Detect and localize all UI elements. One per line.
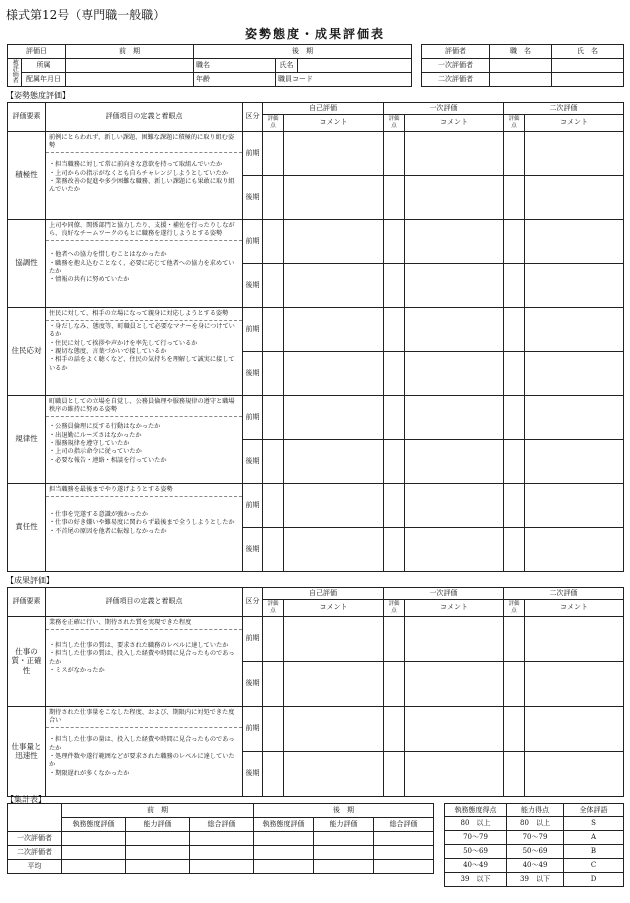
grade-ability-range: 40〜49 — [507, 859, 564, 873]
comment-header: コメント — [405, 599, 504, 616]
summary-cell[interactable] — [314, 846, 374, 860]
second-comment-kouki[interactable] — [525, 751, 624, 796]
zenki-label: 前期 — [243, 307, 263, 351]
zenki-label: 前期 — [243, 219, 263, 263]
summary-first-half: 前 期 — [62, 804, 254, 818]
grade-rating: B — [564, 845, 624, 859]
first-score-zenki[interactable] — [384, 307, 405, 351]
result-item-name: 仕事量と迅速性 — [8, 706, 46, 796]
evaluatee-label: 被評価者 — [11, 59, 19, 84]
self-score-zenki[interactable] — [263, 307, 284, 351]
form-number: 様式第12号（専門職一般職） — [6, 8, 166, 22]
second-score-kouki[interactable] — [504, 439, 525, 483]
self-score-kouki[interactable] — [263, 661, 284, 706]
staff-code-label: 職員コード — [276, 73, 412, 87]
self-score-zenki[interactable] — [263, 483, 284, 527]
self-comment-kouki[interactable] — [284, 175, 384, 219]
summary-table — [7, 803, 434, 874]
second-evaluator-name[interactable] — [552, 73, 624, 87]
first-score-zenki[interactable] — [384, 219, 405, 263]
first-comment-kouki[interactable] — [405, 175, 504, 219]
score-header: 評価点 — [384, 114, 405, 131]
score-header: 評価点 — [504, 114, 525, 131]
second-comment-zenki[interactable] — [525, 395, 624, 439]
comment-header: コメント — [525, 599, 624, 616]
first-comment-zenki[interactable] — [405, 706, 504, 751]
attitude-grid — [7, 102, 624, 572]
first-evaluator-position[interactable] — [490, 59, 552, 73]
kubun-header: 区分 — [243, 103, 263, 132]
first-score-kouki[interactable] — [384, 527, 405, 571]
first-score-kouki[interactable] — [384, 351, 405, 395]
grade-attitude-range: 39 以下 — [445, 873, 507, 887]
name-field[interactable] — [298, 59, 412, 73]
summary-col-total: 総合評価 — [374, 818, 434, 832]
summary-cell[interactable] — [190, 860, 254, 874]
summary-cell[interactable] — [126, 832, 190, 846]
definition-header: 評価項目の定義と着眼点 — [46, 588, 243, 617]
zenki-label: 前期 — [243, 616, 263, 661]
first-score-kouki[interactable] — [384, 439, 405, 483]
grade-attitude-range: 80 以上 — [445, 817, 507, 831]
score-header: 評価点 — [504, 599, 525, 616]
second-evaluator-label: 二次評価者 — [422, 73, 490, 87]
attitude-item-definition: 住民に対して、相手の立場になって親身に対応しようとする姿勢 — [46, 308, 242, 321]
grade-table — [444, 803, 624, 887]
self-score-kouki[interactable] — [263, 175, 284, 219]
self-comment-zenki[interactable] — [284, 307, 384, 351]
first-score-zenki[interactable] — [384, 706, 405, 751]
attitude-item-name: 住民応対 — [8, 307, 46, 395]
first-comment-kouki[interactable] — [405, 263, 504, 307]
attitude-item-points: ・他者への協力を惜しむことはなかったか ・職務を抱え込むことなく、必要に応じて他者への協力を求めていたか ・情報の共有に努めていたか — [49, 251, 235, 284]
second-eval-header: 二次評価 — [504, 588, 624, 600]
first-comment-kouki[interactable] — [405, 439, 504, 483]
self-comment-kouki[interactable] — [284, 661, 384, 706]
second-comment-zenki[interactable] — [525, 307, 624, 351]
self-score-kouki[interactable] — [263, 527, 284, 571]
first-half-label: 前 期 — [66, 45, 194, 59]
eval-date-label: 評価日 — [8, 45, 66, 59]
grade-header-attitude: 執務態度得点 — [445, 804, 507, 817]
zenki-label: 前期 — [243, 483, 263, 527]
self-comment-kouki[interactable] — [284, 263, 384, 307]
second-half-label: 後 期 — [194, 45, 412, 59]
position-label: 職名 — [194, 59, 276, 73]
kouki-label: 後期 — [243, 527, 263, 571]
summary-cell[interactable] — [62, 832, 126, 846]
self-eval-header: 自己評価 — [263, 588, 384, 600]
summary-corner — [8, 804, 62, 832]
first-score-zenki[interactable] — [384, 395, 405, 439]
summary-col-ability: 能力評価 — [314, 818, 374, 832]
summary-section-label: 【集計表】 — [6, 795, 46, 804]
second-score-zenki[interactable] — [504, 706, 525, 751]
first-eval-header: 一次評価 — [384, 588, 504, 600]
first-comment-kouki[interactable] — [405, 527, 504, 571]
self-comment-kouki[interactable] — [284, 751, 384, 796]
summary-cell[interactable] — [62, 860, 126, 874]
evaluatee-table — [7, 44, 412, 87]
element-header: 評価要素 — [8, 588, 46, 617]
summary-row-label: 二次評価者 — [8, 846, 62, 860]
self-score-zenki[interactable] — [263, 219, 284, 263]
second-score-zenki[interactable] — [504, 219, 525, 263]
grade-header-rating: 全体評語 — [564, 804, 624, 817]
grade-rating: S — [564, 817, 624, 831]
grade-ability-range: 39 以下 — [507, 873, 564, 887]
self-score-zenki[interactable] — [263, 616, 284, 661]
self-eval-header: 自己評価 — [263, 103, 384, 115]
first-score-kouki[interactable] — [384, 263, 405, 307]
second-evaluator-position[interactable] — [490, 73, 552, 87]
second-score-kouki[interactable] — [504, 527, 525, 571]
first-comment-zenki[interactable] — [405, 131, 504, 175]
summary-second-half: 後 期 — [254, 804, 434, 818]
summary-cell[interactable] — [314, 860, 374, 874]
self-score-kouki[interactable] — [263, 263, 284, 307]
second-comment-zenki[interactable] — [525, 616, 624, 661]
zenki-label: 前期 — [243, 706, 263, 751]
first-comment-kouki[interactable] — [405, 751, 504, 796]
grade-header-ability: 能力得点 — [507, 804, 564, 817]
grade-rating: D — [564, 873, 624, 887]
second-score-kouki[interactable] — [504, 751, 525, 796]
result-item-points: ・担当した仕事の質は、要求された職務のレベルに達していたか ・担当した仕事の質は、投入した経費や時間に見合ったものであったか ・ミスがなかったか — [49, 641, 235, 674]
second-comment-zenki[interactable] — [525, 706, 624, 751]
kouki-label: 後期 — [243, 175, 263, 219]
self-score-kouki[interactable] — [263, 351, 284, 395]
first-score-zenki[interactable] — [384, 616, 405, 661]
grade-ability-range: 70〜79 — [507, 831, 564, 845]
attitude-item-definition: 町職員としての立場を自覚し、公務員倫理や服務規律の遵守と職場秩序の維持に努める姿勢 — [46, 396, 242, 418]
second-score-zenki[interactable] — [504, 483, 525, 527]
result-section-label: 【成果評価】 — [6, 576, 54, 585]
second-score-kouki[interactable] — [504, 175, 525, 219]
self-comment-kouki[interactable] — [284, 351, 384, 395]
attitude-item-name: 責任性 — [8, 483, 46, 571]
second-score-kouki[interactable] — [504, 263, 525, 307]
grade-attitude-range: 70〜79 — [445, 831, 507, 845]
summary-cell[interactable] — [254, 846, 314, 860]
summary-cell[interactable] — [190, 846, 254, 860]
first-comment-kouki[interactable] — [405, 661, 504, 706]
name-label: 氏名 — [276, 59, 298, 73]
result-item-definition: 業務を正確に行い、期待された質を実現できた程度 — [46, 617, 242, 630]
first-comment-zenki[interactable] — [405, 616, 504, 661]
assign-date-label: 配属年月日 — [22, 73, 66, 87]
attitude-section-label: 【姿勢態度評価】 — [6, 91, 70, 100]
comment-header: コメント — [405, 114, 504, 131]
first-score-kouki[interactable] — [384, 661, 405, 706]
first-score-kouki[interactable] — [384, 751, 405, 796]
second-score-kouki[interactable] — [504, 351, 525, 395]
second-comment-kouki[interactable] — [525, 439, 624, 483]
age-label: 年齢 — [194, 73, 276, 87]
evaluator-name-header: 氏 名 — [552, 45, 624, 59]
second-comment-kouki[interactable] — [525, 661, 624, 706]
score-header: 評価点 — [384, 599, 405, 616]
self-score-kouki[interactable] — [263, 751, 284, 796]
score-header: 評価点 — [263, 599, 284, 616]
element-header: 評価要素 — [8, 103, 46, 132]
comment-header: コメント — [284, 599, 384, 616]
kouki-label: 後期 — [243, 351, 263, 395]
grade-ability-range: 50〜69 — [507, 845, 564, 859]
page-title: 姿勢態度・成果評価表 — [244, 27, 385, 41]
result-item-points: ・担当した仕事の量は、投入した経費や時間に見合ったものであったか ・処理件数や遂行範囲などが要求された職務のレベルに達していたか ・期限遅れが多くなかったか — [49, 736, 235, 777]
first-comment-zenki[interactable] — [405, 395, 504, 439]
score-header: 評価点 — [263, 114, 284, 131]
self-comment-zenki[interactable] — [284, 219, 384, 263]
first-evaluator-name[interactable] — [552, 59, 624, 73]
kouki-label: 後期 — [243, 661, 263, 706]
grade-attitude-range: 40〜49 — [445, 859, 507, 873]
self-comment-kouki[interactable] — [284, 439, 384, 483]
comment-header: コメント — [525, 114, 624, 131]
attitude-item-name: 協調性 — [8, 219, 46, 307]
self-score-zenki[interactable] — [263, 131, 284, 175]
second-score-zenki[interactable] — [504, 395, 525, 439]
assign-date-field[interactable] — [66, 73, 194, 87]
first-comment-zenki[interactable] — [405, 483, 504, 527]
summary-cell[interactable] — [374, 846, 434, 860]
affiliation-label: 所属 — [22, 59, 66, 73]
summary-cell[interactable] — [314, 832, 374, 846]
attitude-item-definition: 上司や同僚、関係部門と協力したり、支援・補佐を行ったりしながら、良好なチームワークのもとに職務を遂行しようとする姿勢 — [46, 220, 242, 242]
first-score-zenki[interactable] — [384, 131, 405, 175]
first-score-kouki[interactable] — [384, 175, 405, 219]
summary-col-total: 総合評価 — [190, 818, 254, 832]
kubun-header: 区分 — [243, 588, 263, 617]
summary-cell[interactable] — [254, 832, 314, 846]
attitude-item-points: ・公務員倫理に反する行動はなかったか ・出退勤にルーズさはなかったか ・服務規律を遵守していたか ・上司の指示命令に従っていたか ・必要な報告・連絡・相談を行っていたか — [49, 423, 167, 464]
second-eval-header: 二次評価 — [504, 103, 624, 115]
self-comment-zenki[interactable] — [284, 395, 384, 439]
second-score-kouki[interactable] — [504, 661, 525, 706]
self-score-zenki[interactable] — [263, 395, 284, 439]
second-comment-kouki[interactable] — [525, 527, 624, 571]
first-comment-zenki[interactable] — [405, 219, 504, 263]
summary-cell[interactable] — [374, 832, 434, 846]
self-comment-kouki[interactable] — [284, 527, 384, 571]
second-comment-zenki[interactable] — [525, 131, 624, 175]
summary-row-label: 平均 — [8, 860, 62, 874]
second-comment-kouki[interactable] — [525, 263, 624, 307]
summary-cell[interactable] — [254, 860, 314, 874]
definition-header: 評価項目の定義と着眼点 — [46, 103, 243, 132]
second-score-zenki[interactable] — [504, 131, 525, 175]
first-eval-header: 一次評価 — [384, 103, 504, 115]
self-comment-zenki[interactable] — [284, 706, 384, 751]
self-comment-zenki[interactable] — [284, 616, 384, 661]
attitude-item-name: 積極性 — [8, 131, 46, 219]
comment-header: コメント — [284, 114, 384, 131]
summary-col-attitude: 執務態度評価 — [254, 818, 314, 832]
second-comment-zenki[interactable] — [525, 219, 624, 263]
summary-cell[interactable] — [374, 860, 434, 874]
first-comment-kouki[interactable] — [405, 351, 504, 395]
attitude-item-definition: 担当職務を最後までやり遂げようとする姿勢 — [46, 484, 242, 497]
zenki-label: 前期 — [243, 395, 263, 439]
first-score-zenki[interactable] — [384, 483, 405, 527]
second-comment-kouki[interactable] — [525, 175, 624, 219]
result-grid — [7, 587, 624, 797]
summary-cell[interactable] — [126, 846, 190, 860]
attitude-item-name: 規律性 — [8, 395, 46, 483]
affiliation-field[interactable] — [66, 59, 194, 73]
kouki-label: 後期 — [243, 751, 263, 796]
first-evaluator-label: 一次評価者 — [422, 59, 490, 73]
result-item-name: 仕事の質・正確性 — [8, 616, 46, 706]
summary-cell[interactable] — [126, 860, 190, 874]
second-comment-kouki[interactable] — [525, 351, 624, 395]
kouki-label: 後期 — [243, 263, 263, 307]
result-item-definition: 期待された仕事量をこなした程度、および、期限内に対処できた度合い — [46, 707, 242, 729]
evaluator-position-header: 職 名 — [490, 45, 552, 59]
summary-cell[interactable] — [190, 832, 254, 846]
summary-col-attitude: 執務態度評価 — [62, 818, 126, 832]
self-score-kouki[interactable] — [263, 439, 284, 483]
attitude-item-definition: 前例にとらわれず、新しい課題、困難な課題に積極的に取り組む姿勢 — [46, 132, 242, 154]
summary-cell[interactable] — [62, 846, 126, 860]
attitude-item-points: ・担当職務に対して常に前向きな意欲を持って取組んでいたか ・上司からの指示がなくとも自らチャレンジしようとしていたか ・業務改善の促進や多少困難な職務、新しい課題にも果敢に取り組んでいたか — [49, 161, 235, 194]
grade-ability-range: 80 以上 — [507, 817, 564, 831]
evaluator-col-header: 評価者 — [422, 45, 490, 59]
attitude-item-points: ・身だしなみ、態度等、町職員として必要なマナーを身につけているか ・住民に対して挨拶や声かけを率先して行っているか ・親切な態度、言葉づかいで接しているか ・相手の話をよく聴くなど、住民の気持ちを理解して誠実に接しているか — [49, 322, 235, 372]
second-comment-zenki[interactable] — [525, 483, 624, 527]
attitude-item-points: ・仕事を完遂する意識が強かったか ・仕事の好き嫌いや難易度に関わらず最後まで全うしようとしたか ・不首尾の原因を他者に転嫁しなかったか — [49, 510, 235, 535]
self-comment-zenki[interactable] — [284, 483, 384, 527]
zenki-label: 前期 — [243, 131, 263, 175]
self-comment-zenki[interactable] — [284, 131, 384, 175]
summary-col-ability: 能力評価 — [126, 818, 190, 832]
self-score-zenki[interactable] — [263, 706, 284, 751]
kouki-label: 後期 — [243, 439, 263, 483]
grade-rating: A — [564, 831, 624, 845]
evaluators-table — [421, 44, 624, 87]
summary-row-label: 一次評価者 — [8, 832, 62, 846]
grade-rating: C — [564, 859, 624, 873]
first-comment-zenki[interactable] — [405, 307, 504, 351]
second-score-zenki[interactable] — [504, 307, 525, 351]
second-score-zenki[interactable] — [504, 616, 525, 661]
grade-attitude-range: 50〜69 — [445, 845, 507, 859]
